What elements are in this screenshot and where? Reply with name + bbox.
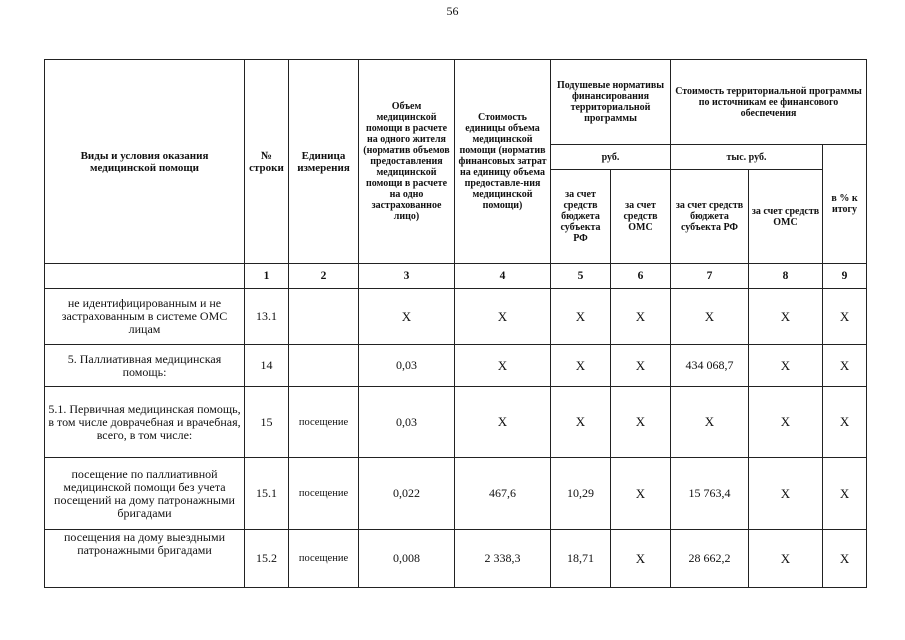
header-unit: Единица измерения xyxy=(289,60,359,264)
row-volume: X xyxy=(359,289,455,345)
row-cost-budget: 434 068,7 xyxy=(671,345,749,387)
header-group-cost: Стоимость территориальной программы по источникам ее финансового обеспечения xyxy=(671,60,867,145)
row-cost: X xyxy=(455,345,551,387)
row-cost-oms: X xyxy=(749,387,823,458)
row-norm-budget: X xyxy=(551,387,611,458)
table-row xyxy=(45,387,867,458)
row-norm-oms: X xyxy=(611,345,671,387)
table-row xyxy=(45,530,867,588)
row-unit: посещение xyxy=(289,387,359,458)
header-unit-rub: руб. xyxy=(551,145,671,170)
row-percent: X xyxy=(823,289,867,345)
column-number: 9 xyxy=(823,264,867,289)
page-number: 56 xyxy=(446,4,459,18)
column-number: 5 xyxy=(551,264,611,289)
column-number: 2 xyxy=(289,264,359,289)
column-number: 4 xyxy=(455,264,551,289)
table-row xyxy=(45,345,867,387)
row-cost-oms: X xyxy=(749,345,823,387)
row-unit: посещение xyxy=(289,458,359,530)
header-volume: Объем медицинской помощи в расчете на одного жителя (норматив объемов предоставления медицинской помощи в расчете на одно застрахованное лицо) xyxy=(359,60,455,264)
header-budget-rf-total: за счет средств бюджета субъекта РФ xyxy=(671,170,749,264)
row-cost-budget: 28 662,2 xyxy=(671,530,749,588)
row-description: посещения на дому выездными патронажными бригадами xyxy=(45,530,245,588)
row-description: 5.1. Первичная медицинская помощь, в том числе доврачебная и врачебная, всего, в том числе: xyxy=(45,387,245,458)
row-cost: 467,6 xyxy=(455,458,551,530)
row-cost: X xyxy=(455,289,551,345)
row-volume: 0,008 xyxy=(359,530,455,588)
row-percent: X xyxy=(823,387,867,458)
row-cost-budget: X xyxy=(671,289,749,345)
header-group-norms: Подушевые нормативы финансирования территориальной программы xyxy=(551,60,671,145)
row-percent: X xyxy=(823,345,867,387)
table-row xyxy=(45,289,867,345)
column-number: 6 xyxy=(611,264,671,289)
row-norm-oms: X xyxy=(611,458,671,530)
row-norm-budget: X xyxy=(551,345,611,387)
row-unit xyxy=(289,289,359,345)
row-cost-oms: X xyxy=(749,530,823,588)
row-norm-oms: X xyxy=(611,289,671,345)
row-volume: 0,03 xyxy=(359,387,455,458)
column-numbers-row xyxy=(45,264,867,289)
column-number: 8 xyxy=(749,264,823,289)
row-number: 15.2 xyxy=(245,530,289,588)
header-oms: за счет средств ОМС xyxy=(611,170,671,264)
row-number: 15 xyxy=(245,387,289,458)
row-norm-oms: X xyxy=(611,530,671,588)
row-description: не идентифицированным и не застрахованным в системе ОМС лицам xyxy=(45,289,245,345)
header-row-number: № строки xyxy=(245,60,289,264)
row-cost: X xyxy=(455,387,551,458)
header-budget-rf: за счет средств бюджета субъекта РФ xyxy=(551,170,611,264)
financing-table xyxy=(44,59,867,588)
row-description: 5. Паллиативная медицинская помощь: xyxy=(45,345,245,387)
column-number: 3 xyxy=(359,264,455,289)
row-cost-budget: 15 763,4 xyxy=(671,458,749,530)
row-volume: 0,03 xyxy=(359,345,455,387)
header-oms-total: за счет средств ОМС xyxy=(749,170,823,264)
row-cost-oms: X xyxy=(749,458,823,530)
column-number: 1 xyxy=(245,264,289,289)
header-desc: Виды и условия оказания медицинской помощи xyxy=(45,60,245,264)
row-number: 14 xyxy=(245,345,289,387)
column-number-blank xyxy=(45,264,245,289)
row-description: посещение по паллиативной медицинской помощи без учета посещений на дому патронажными бригадами xyxy=(45,458,245,530)
header-percent: в % к итогу xyxy=(823,145,867,264)
row-percent: X xyxy=(823,530,867,588)
row-norm-budget: 10,29 xyxy=(551,458,611,530)
row-number: 13.1 xyxy=(245,289,289,345)
row-unit xyxy=(289,345,359,387)
row-cost-budget: X xyxy=(671,387,749,458)
row-cost-oms: X xyxy=(749,289,823,345)
column-number: 7 xyxy=(671,264,749,289)
header-unit-thous-rub: тыс. руб. xyxy=(671,145,823,170)
row-norm-budget: 18,71 xyxy=(551,530,611,588)
row-norm-budget: X xyxy=(551,289,611,345)
row-cost: 2 338,3 xyxy=(455,530,551,588)
header-cost: Стоимость единицы объема медицинской помощи (норматив финансовых затрат на единицу объема предоставле-ния медицинской помощи) xyxy=(455,60,551,264)
row-norm-oms: X xyxy=(611,387,671,458)
row-volume: 0,022 xyxy=(359,458,455,530)
row-number: 15.1 xyxy=(245,458,289,530)
row-unit: посещение xyxy=(289,530,359,588)
row-percent: X xyxy=(823,458,867,530)
table-row xyxy=(45,458,867,530)
